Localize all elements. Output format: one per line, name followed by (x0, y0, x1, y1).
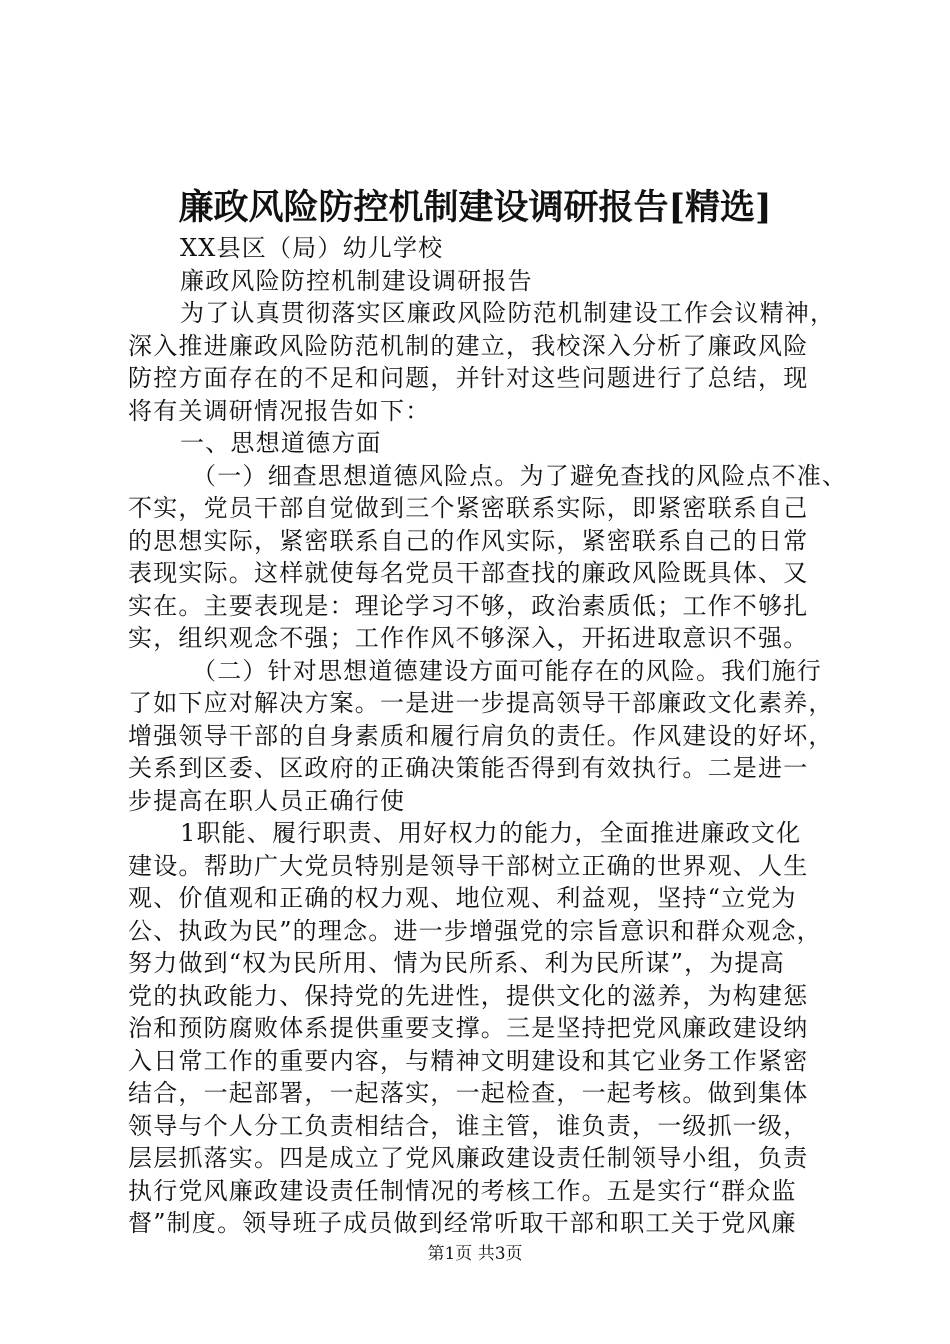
text-line: 关系到区委、区政府的正确决策能否得到有效执行。二是进一 (128, 754, 809, 782)
text-line: 领导与个人分工负责相结合，谁主管，谁负责，一级抓一级， (128, 1111, 809, 1140)
text-line: 廉政风险防控机制建设调研报告 (180, 266, 533, 295)
text-line: （一）细查思想道德风险点。为了避免查找的风险点不准、 (192, 461, 848, 490)
text-line: （二）针对思想道德建设方面可能存在的风险。我们施行 (192, 656, 822, 685)
text-line: 治和预防腐败体系提供重要支撑。三是坚持把党风廉政建设纳 (128, 1014, 809, 1042)
text-line: 努力做到“权为民所用、情为民所系、利为民所谋”，为提高 (128, 949, 785, 977)
text-line: 一、思想道德方面 (180, 429, 382, 457)
text-line: 了如下应对解决方案。一是进一步提高领导干部廉政文化素养， (128, 689, 834, 717)
text-line: 深入推进廉政风险防范机制的建立，我校深入分析了廉政风险 (128, 331, 809, 360)
document-body (128, 232, 848, 1240)
text-line: XX县区（局）幼儿学校 (180, 234, 444, 262)
text-line: 督”制度。领导班子成员做到经常听取干部和职工关于党风廉 (128, 1209, 797, 1237)
text-line: 实，组织观念不强；工作作风不够深入，开拓进取意识不强。 (128, 624, 809, 652)
text-line: 为了认真贯彻落实区廉政风险防范机制建设工作会议精神， (180, 299, 836, 327)
text-line: 1职能、履行职责、用好权力的能力，全面推进廉政文化 (180, 819, 802, 847)
text-line: 入日常工作的重要内容，与精神文明建设和其它业务工作紧密 (128, 1046, 809, 1075)
text-line: 表现实际。这样就使每名党员干部查找的廉政风险既具体、又 (128, 559, 809, 587)
text-line: 执行党风廉政建设责任制情况的考核工作。五是实行“群众监 (128, 1176, 797, 1205)
text-line: 将有关调研情况报告如下： (128, 396, 431, 425)
text-line: 建设。帮助广大党员特别是领导干部树立正确的世界观、人生 (128, 851, 809, 880)
text-line: 防控方面存在的不足和问题，并针对这些问题进行了总结，现 (128, 364, 809, 392)
text-line: 观、价值观和正确的权力观、地位观、利益观，坚持“立党为 (128, 884, 797, 912)
text-line: 不实，党员干部自觉做到三个紧密联系实际，即紧密联系自己 (128, 494, 809, 522)
page-footer: 第1页 共3页 (427, 1244, 523, 1264)
text-line: 层层抓落实。四是成立了党风廉政建设责任制领导小组，负责 (128, 1144, 809, 1172)
text-line: 步提高在职人员正确行使 (128, 786, 406, 815)
text-line: 结合，一起部署，一起落实，一起检查，一起考核。做到集体 (128, 1079, 809, 1107)
text-line: 党的执政能力、保持党的先进性，提供文化的滋养，为构建惩 (128, 981, 809, 1010)
text-line: 增强领导干部的自身素质和履行肩负的责任。作风建设的好坏， (128, 721, 834, 750)
text-line: 公、执政为民”的理念。进一步增强党的宗旨意识和群众观念， (128, 916, 822, 945)
text-line: 的思想实际，紧密联系自己的作风实际，紧密联系自己的日常 (128, 526, 809, 555)
document-title: 廉政风险防控机制建设调研报告[精选] (178, 187, 772, 228)
text-line: 实在。主要表现是：理论学习不够，政治素质低；工作不够扎 (128, 591, 809, 620)
